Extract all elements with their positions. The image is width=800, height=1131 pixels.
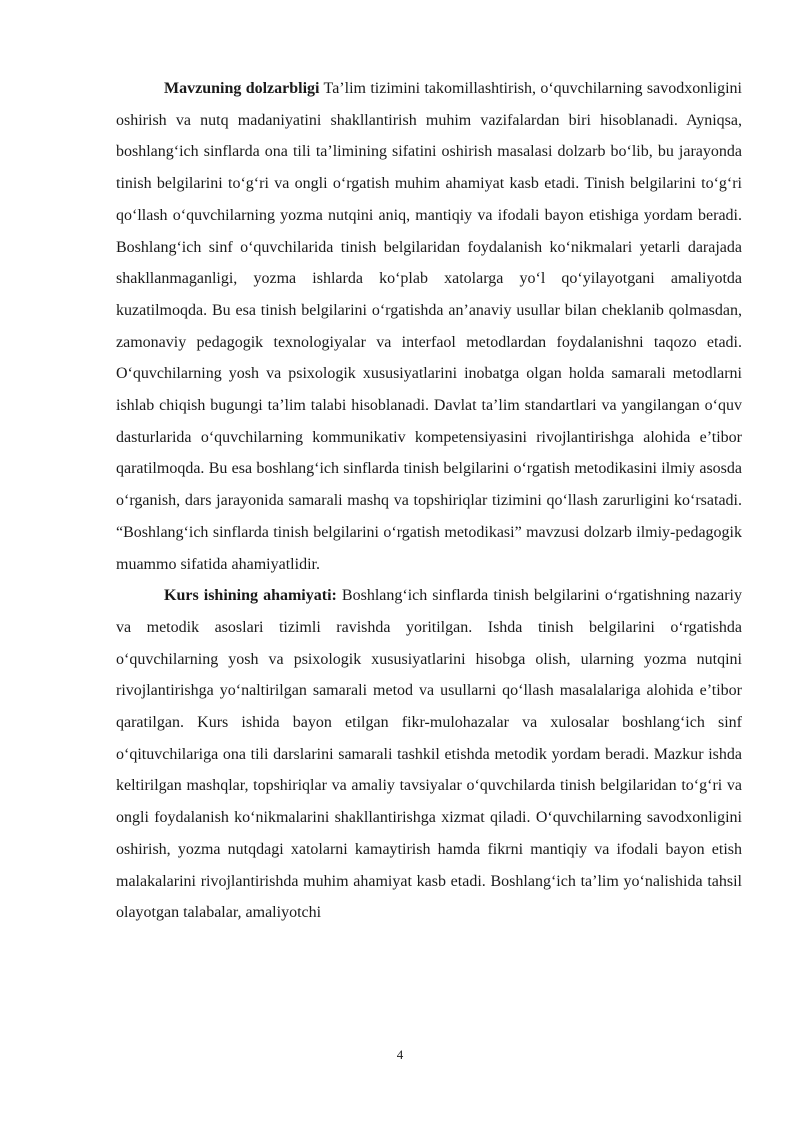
paragraph-heading-significance: Kurs ishining ahamiyati:: [164, 587, 337, 605]
page-number: 4: [396, 1047, 404, 1062]
document-body: [116, 73, 742, 929]
paragraph-text-relevance: Ta’lim tizimini takomillashtirish, o‘quvchilarning savodxonligini oshirish va nutq madaniyatini shakllantirish muhim vazifalardan biri hisoblanadi. Ayniqsa, boshlang‘ich sinflarda ona tili ta’limining sifatini oshirish masalasi dolzarb bo‘lib, bu jarayonda tinish belgilarini to‘g‘ri va ongli o‘rgatish muhim ahamiyat kasb etadi. Tinish belgilarini to‘g‘ri qo‘llash o‘quvchilarning yozma nutqini aniq, mantiqiy va ifodali bayon etishiga yordam beradi. Boshlang‘ich sinf o‘quvchilarida tinish belgilaridan foydalanish ko‘nikmalari yetarli darajada shakllanmaganligi, yozma ishlarda ko‘plab xatolarga yo‘l qo‘yilayotgani amaliyotda kuzatilmoqda. Bu esa tinish belgilarini o‘rgatishda an’anaviy usullar bilan cheklanib qolmasdan, zamonaviy pedagogik texnologiyalar va interfaol metodlardan foydalanishni taqozo etadi. O‘quvchilarning yosh va psixologik xususiyatlarini inobatga olgan holda samarali metodlarni ishlab chiqish bugungi ta’lim talabi hisoblanadi. Davlat ta’lim standartlari va yangilangan o‘quv dasturlarida o‘quvchilarning kommunikativ kompetensiyasini rivojlantirishga alohida e’tibor qaratilmoqda. Bu esa boshlang‘ich sinflarda tinish belgilarini o‘rgatish metodikasini ilmiy asosda o‘rganish, dars jarayonida samarali mashq va topshiriqlar tizimini qo‘llash zarurligini ko‘rsatadi. “Boshlang‘ich sinflarda tinish belgilarini o‘rgatish metodikasi” mavzusi dolzarb ilmiy-pedagogik muammo sifatida ahamiyatlidir.: [116, 80, 742, 573]
paragraph-heading-relevance: Mavzuning dolzarbligi: [164, 80, 320, 97]
paragraph-text-significance: Boshlang‘ich sinflarda tinish belgilarini o‘rgatishning nazariy va metodik asoslari tizimli ravishda yoritilgan. Ishda tinish belgilarini o‘rgatishda o‘quvchilarning yosh va psixologik xususiyatlarini hisobga olish, ularning yozma nutqini rivojlantirishga yo‘naltirilgan samarali metod va usullarni qo‘llash masalalariga alohida e’tibor qaratilgan. Kurs ishida bayon etilgan fikr-mulohazalar va xulosalar boshlang‘ich sinf o‘qituvchilariga ona tili darslarini samarali tashkil etishda metodik yordam beradi. Mazkur ishda keltirilgan mashqlar, topshiriqlar va amaliy tavsiyalar o‘quvchilarda tinish belgilaridan to‘g‘ri va ongli foydalanish ko‘nikmalarini shakllantirishga xizmat qiladi. O‘quvchilarning savodxonligini oshirish, yozma nutqdagi xatolarni kamaytirish hamda fikrni mantiqiy va ifodali bayon etish malakalarini rivojlantirishda muhim ahamiyat kasb etadi. Boshlang‘ich ta’lim yo‘nalishida tahsil olayotgan talabalar, amaliyotchi: [116, 587, 742, 922]
paragraph-relevance: [116, 73, 742, 580]
paragraph-significance: [116, 580, 742, 929]
